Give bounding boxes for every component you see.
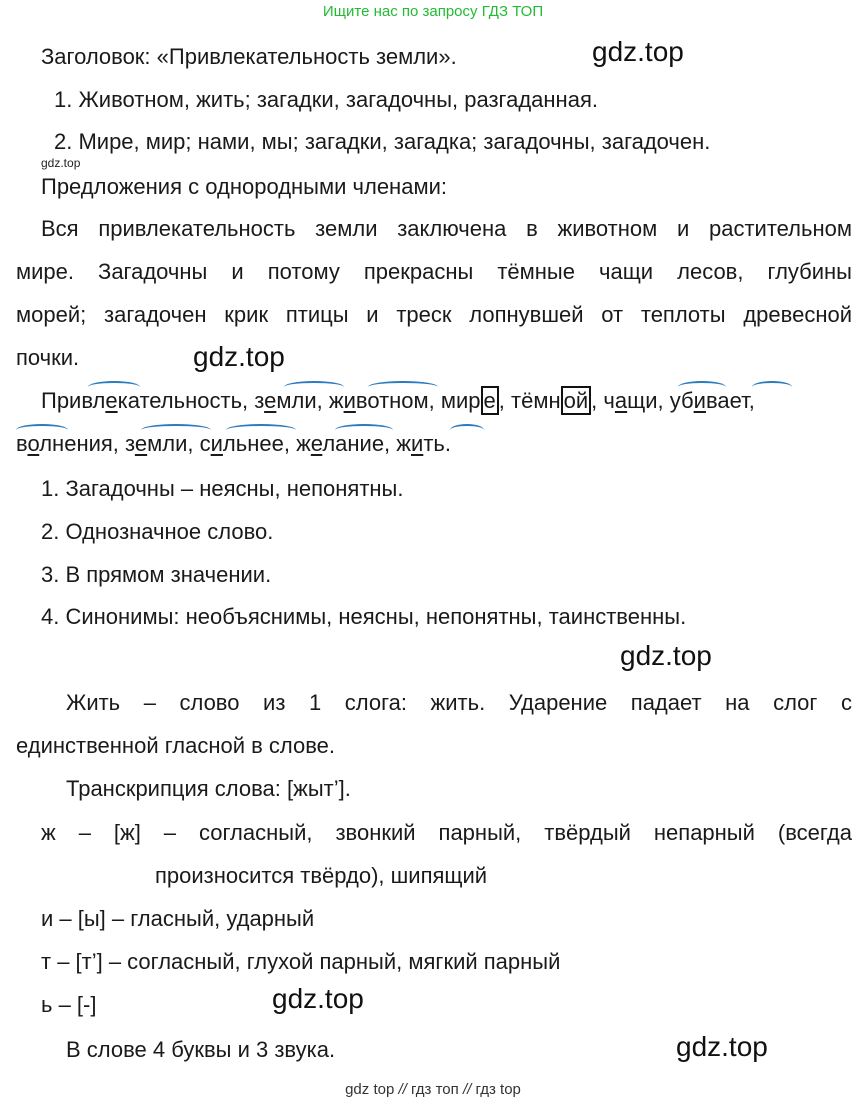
list-item: 4. Синонимы: необъяснимы, неясны, непонятны, таинственны. xyxy=(41,604,687,629)
root-arc xyxy=(678,381,726,393)
letter-analysis: произносится твёрдо), шипящий xyxy=(155,863,488,888)
word: чащи, xyxy=(603,388,664,413)
watermark: gdz.top xyxy=(272,983,364,1014)
word: земли, xyxy=(254,388,323,413)
paragraph-line: мире. Загадочны и потому прекрасны тёмные чащи лесов, глубины xyxy=(16,259,852,284)
list-item: 2. Однозначное слово. xyxy=(41,519,274,544)
footer-link[interactable]: гдз top xyxy=(475,1081,521,1098)
root-arc xyxy=(284,381,344,393)
word: животном, xyxy=(328,388,435,413)
root-arc xyxy=(16,424,68,436)
word: жить. xyxy=(396,431,451,456)
root-arc xyxy=(752,381,792,393)
word: волнения, xyxy=(16,431,119,456)
footer-links[interactable] xyxy=(0,1081,866,1098)
watermark: gdz.top xyxy=(193,341,285,372)
root-arc xyxy=(141,424,211,436)
word: сильнее, xyxy=(199,431,290,456)
summary: В слове 4 буквы и 3 звука. xyxy=(66,1037,336,1062)
paragraph-line: Вся привлекательность земли заключена в животном и растительном xyxy=(41,216,852,241)
letter-analysis: ь – [-] xyxy=(41,992,97,1017)
phonetic-line: Жить – слово из 1 слога: жить. Ударение падает на слог с xyxy=(66,690,852,715)
paragraph-line: почки. xyxy=(16,345,80,370)
section-title: Предложения с однородными членами: xyxy=(41,174,447,199)
list-item: 1. Загадочны – неясны, непонятны. xyxy=(41,476,404,501)
word: Привлекательность, xyxy=(41,388,249,413)
watermark-small: gdz.top xyxy=(41,156,81,170)
footer-separator: // xyxy=(398,1081,407,1098)
list-item: 3. В прямом значении. xyxy=(41,562,272,587)
title-line: Заголовок: «Привлекательность земли». xyxy=(41,44,457,69)
word: тёмн ой , xyxy=(511,388,598,413)
root-arc xyxy=(450,424,484,436)
phonetic-line: единственной гласной в слове. xyxy=(16,733,336,758)
letter-analysis: ж – [ж] – согласный, звонкий парный, твёрдый непарный (всегда xyxy=(41,820,852,845)
root-arc xyxy=(368,381,438,393)
watermark: gdz.top xyxy=(592,36,684,67)
word: желание, xyxy=(296,431,391,456)
letter-analysis: т – [т’] – согласный, глухой парный, мягкий парный xyxy=(41,949,561,974)
word: убивает, xyxy=(669,388,755,413)
list-item: 2. Мире, мир; нами, мы; загадки, загадка; загадочны, загадочен. xyxy=(54,129,711,154)
root-arc xyxy=(88,381,140,393)
root-arc xyxy=(335,424,393,436)
paragraph-line: морей; загадочен крик птицы и треск лопнувшей от теплоты древесной xyxy=(16,302,852,327)
word: земли, xyxy=(125,431,194,456)
letter-analysis: и – [ы] – гласный, ударный xyxy=(41,906,315,931)
list-item: 1. Животном, жить; загадки, загадочны, разгаданная. xyxy=(54,87,598,112)
root-arc xyxy=(226,424,296,436)
footer-separator: // xyxy=(462,1081,472,1098)
word: мир е , xyxy=(440,388,505,413)
watermark: gdz.top xyxy=(620,640,712,671)
watermark: gdz.top xyxy=(676,1031,768,1062)
footer-link[interactable]: гдз топ xyxy=(411,1081,459,1098)
footer-link[interactable]: gdz top xyxy=(345,1081,395,1098)
search-banner[interactable]: Ищите нас по запросу ГДЗ ТОП xyxy=(322,3,544,20)
transcription: Транскрипция слова: [жыт’]. xyxy=(66,776,351,801)
